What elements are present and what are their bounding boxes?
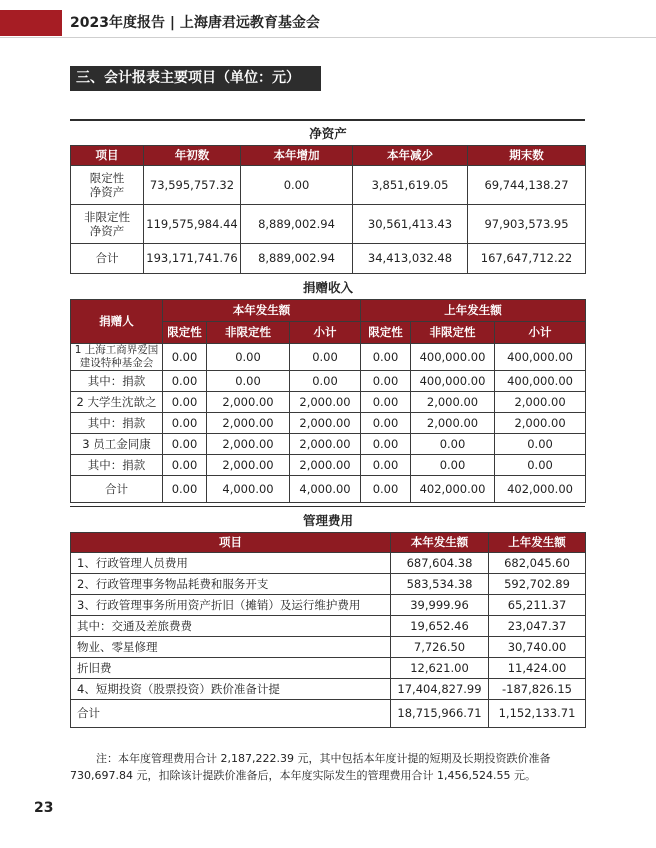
row-label: 其中：交通及差旅费费 bbox=[71, 615, 391, 636]
cell-value: 0.00 bbox=[163, 343, 207, 370]
row-label: 非限定性 净资产 bbox=[71, 204, 144, 243]
admin-expenses-title: 管理费用 bbox=[71, 508, 586, 532]
cell-value: 0.00 bbox=[361, 454, 411, 475]
table-row bbox=[71, 657, 586, 678]
row-label: 合计 bbox=[71, 243, 144, 273]
table-row bbox=[71, 391, 586, 412]
cell-value: 39,999.96 bbox=[391, 594, 489, 615]
cell-value: 0.00 bbox=[163, 454, 207, 475]
cell-value: 2,000.00 bbox=[290, 391, 361, 412]
cell-value: 0.00 bbox=[495, 454, 586, 475]
cell-value: 30,561,413.43 bbox=[353, 204, 468, 243]
col-header: 项目 bbox=[71, 145, 144, 165]
cell-value: 69,744,138.27 bbox=[468, 165, 586, 204]
cell-value: 400,000.00 bbox=[411, 343, 495, 370]
col-header: 期末数 bbox=[468, 145, 586, 165]
row-label: 合计 bbox=[71, 699, 391, 727]
cell-value: 0.00 bbox=[361, 343, 411, 370]
donations-header-row bbox=[71, 299, 586, 321]
row-label: 合计 bbox=[71, 475, 163, 502]
donor-header: 捐赠人 bbox=[71, 299, 163, 343]
col-header: 本年减少 bbox=[353, 145, 468, 165]
cell-value: 3,851,619.05 bbox=[353, 165, 468, 204]
cell-value: 0.00 bbox=[163, 412, 207, 433]
cell-value: 17,404,827.99 bbox=[391, 678, 489, 699]
row-label: 其中：捐款 bbox=[71, 370, 163, 391]
cell-value: 2,000.00 bbox=[495, 391, 586, 412]
cell-value: 0.00 bbox=[361, 475, 411, 502]
donations-table bbox=[70, 275, 586, 503]
net-assets-table bbox=[70, 121, 586, 274]
cell-value: 682,045.60 bbox=[489, 552, 586, 573]
header-red-block bbox=[0, 10, 62, 36]
table-row bbox=[71, 615, 586, 636]
table-row bbox=[71, 678, 586, 699]
cell-value: -187,826.15 bbox=[489, 678, 586, 699]
cell-value: 4,000.00 bbox=[207, 475, 290, 502]
cell-value: 73,595,757.32 bbox=[144, 165, 241, 204]
cell-value: 402,000.00 bbox=[495, 475, 586, 502]
col-header: 年初数 bbox=[144, 145, 241, 165]
table-row bbox=[71, 552, 586, 573]
cell-value: 687,604.38 bbox=[391, 552, 489, 573]
cell-value: 2,000.00 bbox=[207, 412, 290, 433]
cell-value: 2,000.00 bbox=[495, 412, 586, 433]
cell-value: 8,889,002.94 bbox=[241, 204, 353, 243]
row-label: 折旧费 bbox=[71, 657, 391, 678]
col-header: 限定性 bbox=[361, 321, 411, 343]
cell-value: 2,000.00 bbox=[207, 433, 290, 454]
cell-value: 193,171,741.76 bbox=[144, 243, 241, 273]
table-row bbox=[71, 699, 586, 727]
row-label: 3 员工金同康 bbox=[71, 433, 163, 454]
cell-value: 0.00 bbox=[361, 370, 411, 391]
table-row bbox=[71, 204, 586, 243]
table-row bbox=[71, 573, 586, 594]
col-header: 本年增加 bbox=[241, 145, 353, 165]
cell-value: 2,000.00 bbox=[290, 412, 361, 433]
cell-value: 400,000.00 bbox=[495, 343, 586, 370]
row-label: 4、短期投资（股票投资）跌价准备计提 bbox=[71, 678, 391, 699]
cell-value: 2,000.00 bbox=[290, 454, 361, 475]
col-header: 非限定性 bbox=[207, 321, 290, 343]
cell-value: 7,726.50 bbox=[391, 636, 489, 657]
table-row bbox=[71, 636, 586, 657]
cell-value: 0.00 bbox=[290, 343, 361, 370]
current-year-header: 本年发生额 bbox=[163, 299, 361, 321]
net-assets-header-row bbox=[71, 145, 586, 165]
table-row bbox=[71, 454, 586, 475]
cell-value: 97,903,573.95 bbox=[468, 204, 586, 243]
cell-value: 400,000.00 bbox=[495, 370, 586, 391]
cell-value: 2,000.00 bbox=[290, 433, 361, 454]
cell-value: 8,889,002.94 bbox=[241, 243, 353, 273]
cell-value: 0.00 bbox=[495, 433, 586, 454]
donations-title: 捐赠收入 bbox=[71, 275, 586, 299]
table-row bbox=[71, 433, 586, 454]
table-row bbox=[71, 594, 586, 615]
table-row bbox=[71, 412, 586, 433]
table-row bbox=[71, 475, 586, 502]
header-title: 2023年度报告 | 上海唐君远教育基金会 bbox=[70, 15, 320, 31]
cell-value: 65,211.37 bbox=[489, 594, 586, 615]
cell-value: 0.00 bbox=[207, 343, 290, 370]
table-row bbox=[71, 165, 586, 204]
row-label: 2、行政管理事务物品耗费和服务开支 bbox=[71, 573, 391, 594]
cell-value: 1,152,133.71 bbox=[489, 699, 586, 727]
admin-expenses-table bbox=[70, 508, 586, 728]
table-row bbox=[71, 243, 586, 273]
table-divider-rule bbox=[70, 506, 585, 507]
cell-value: 0.00 bbox=[163, 475, 207, 502]
cell-value: 119,575,984.44 bbox=[144, 204, 241, 243]
cell-value: 30,740.00 bbox=[489, 636, 586, 657]
cell-value: 18,715,966.71 bbox=[391, 699, 489, 727]
prior-year-header: 上年发生额 bbox=[361, 299, 586, 321]
cell-value: 12,621.00 bbox=[391, 657, 489, 678]
row-label: 限定性 净资产 bbox=[71, 165, 144, 204]
col-header: 小计 bbox=[290, 321, 361, 343]
cell-value: 402,000.00 bbox=[411, 475, 495, 502]
table-row bbox=[71, 370, 586, 391]
cell-value: 11,424.00 bbox=[489, 657, 586, 678]
cell-value: 2,000.00 bbox=[207, 391, 290, 412]
row-label: 1 上海工商界爱国 建设特种基金会 bbox=[71, 343, 163, 370]
table-row bbox=[71, 343, 586, 370]
row-label: 2 大学生沈歆之 bbox=[71, 391, 163, 412]
page-number: 23 bbox=[34, 800, 54, 816]
page-header bbox=[0, 0, 656, 38]
cell-value: 0.00 bbox=[361, 412, 411, 433]
cell-value: 0.00 bbox=[163, 391, 207, 412]
col-header: 限定性 bbox=[163, 321, 207, 343]
net-assets-title: 净资产 bbox=[71, 121, 586, 145]
row-label: 其中：捐款 bbox=[71, 412, 163, 433]
cell-value: 2,000.00 bbox=[411, 412, 495, 433]
footnote: 注：本年度管理费用合计 2,187,222.39 元，其中包括本年度计提的短期及长期投资跌价准备 730,697.84 元，扣除该计提跌价准备后，本年度实际发生的管理费用合计 1,456,524.55 元。 bbox=[70, 752, 551, 782]
cell-value: 400,000.00 bbox=[411, 370, 495, 391]
cell-value: 0.00 bbox=[163, 433, 207, 454]
col-header: 本年发生额 bbox=[391, 532, 489, 552]
cell-value: 0.00 bbox=[361, 391, 411, 412]
cell-value: 583,534.38 bbox=[391, 573, 489, 594]
cell-value: 0.00 bbox=[207, 370, 290, 391]
cell-value: 34,413,032.48 bbox=[353, 243, 468, 273]
section-heading: 三、会计报表主要项目（单位：元） bbox=[70, 66, 321, 91]
cell-value: 0.00 bbox=[361, 433, 411, 454]
cell-value: 23,047.37 bbox=[489, 615, 586, 636]
col-header: 非限定性 bbox=[411, 321, 495, 343]
cell-value: 4,000.00 bbox=[290, 475, 361, 502]
cell-value: 19,652.46 bbox=[391, 615, 489, 636]
col-header: 小计 bbox=[495, 321, 586, 343]
cell-value: 2,000.00 bbox=[207, 454, 290, 475]
cell-value: 167,647,712.22 bbox=[468, 243, 586, 273]
col-header: 上年发生额 bbox=[489, 532, 586, 552]
row-label: 其中：捐款 bbox=[71, 454, 163, 475]
row-label: 1、行政管理人员费用 bbox=[71, 552, 391, 573]
cell-value: 2,000.00 bbox=[411, 391, 495, 412]
cell-value: 592,702.89 bbox=[489, 573, 586, 594]
cell-value: 0.00 bbox=[290, 370, 361, 391]
cell-value: 0.00 bbox=[241, 165, 353, 204]
row-label: 物业、零星修理 bbox=[71, 636, 391, 657]
col-header: 项目 bbox=[71, 532, 391, 552]
cell-value: 0.00 bbox=[411, 454, 495, 475]
row-label: 3、行政管理事务所用资产折旧（摊销）及运行维护费用 bbox=[71, 594, 391, 615]
cell-value: 0.00 bbox=[163, 370, 207, 391]
cell-value: 0.00 bbox=[411, 433, 495, 454]
admin-expenses-header-row bbox=[71, 532, 586, 552]
